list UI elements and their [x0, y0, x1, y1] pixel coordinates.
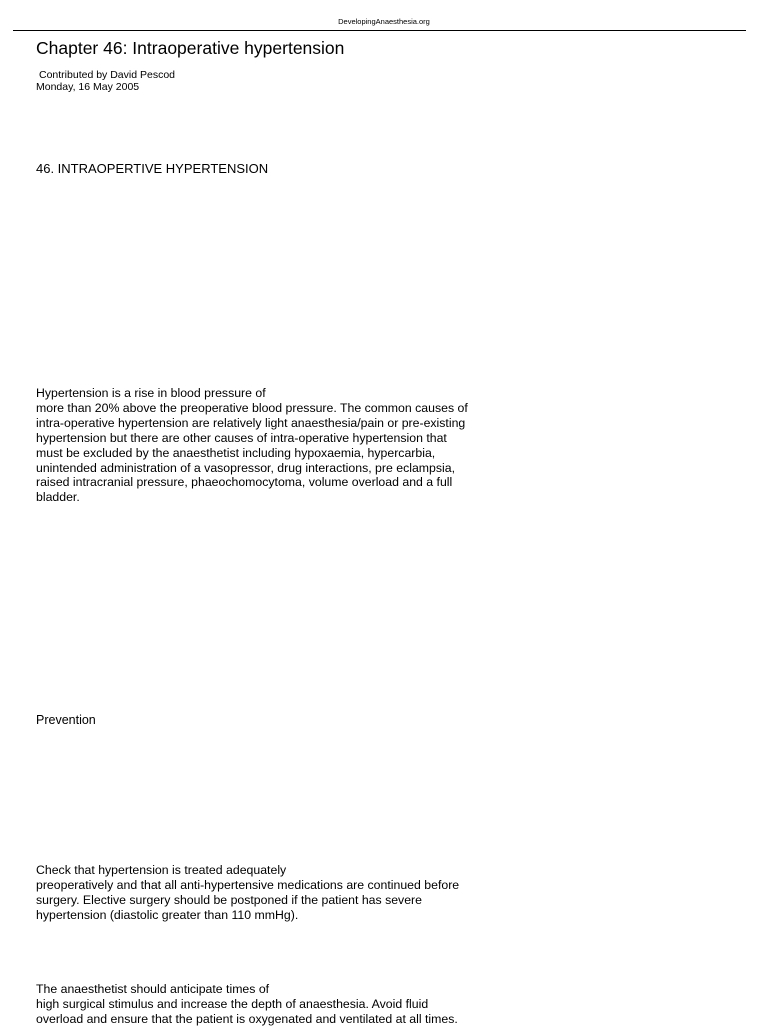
paragraph-line: more than 20% above the preoperative blood pressure. The common causes of: [36, 400, 468, 415]
paragraph-line: high surgical stimulus and increase the depth of anaesthesia. Avoid fluid: [36, 996, 429, 1011]
paragraph-line: surgery. Elective surgery should be postponed if the patient has severe: [36, 892, 422, 907]
paragraph-line: intra-operative hypertension are relatively light anaesthesia/pain or pre-existing: [36, 415, 466, 430]
prevention-heading: Prevention: [36, 713, 96, 727]
paragraph-line: hypertension but there are other causes of intra-operative hypertension that: [36, 430, 447, 445]
paragraph-line: must be excluded by the anaesthetist including hypoxaemia, hypercarbia,: [36, 445, 436, 460]
paragraph-line: raised intracranial pressure, phaeochomocytoma, volume overload and a full: [36, 475, 453, 490]
paragraph-line: preoperatively and that all anti-hypertensive medications are continued before: [36, 877, 460, 892]
paragraph-prevention: [36, 863, 506, 923]
header-divider: [13, 30, 746, 31]
paragraph-line: unintended administration of a vasopressor, drug interactions, pre eclampsia,: [36, 460, 456, 475]
author-byline: Contributed by David Pescod: [39, 69, 175, 81]
paragraph-line: The anaesthetist should anticipate times of: [36, 982, 270, 996]
paragraph-definition: [36, 386, 506, 505]
site-header: DevelopingAnaesthesia.org: [338, 17, 430, 26]
paragraph-line: Check that hypertension is treated adequately: [36, 863, 287, 877]
paragraph-line: hypertension (diastolic greater than 110 mmHg).: [36, 907, 299, 922]
section-heading: 46. INTRAOPERTIVE HYPERTENSION: [36, 161, 269, 176]
publish-date: Monday, 16 May 2005: [36, 81, 140, 93]
paragraph-line: overload and ensure that the patient is oxygenated and ventilated at all times.: [36, 1011, 458, 1026]
page-title: Chapter 46: Intraoperative hypertension: [36, 38, 345, 58]
paragraph-anticipation: [36, 982, 506, 1027]
paragraph-line: Hypertension is a rise in blood pressure of: [36, 386, 266, 400]
paragraph-line: bladder.: [36, 490, 80, 505]
